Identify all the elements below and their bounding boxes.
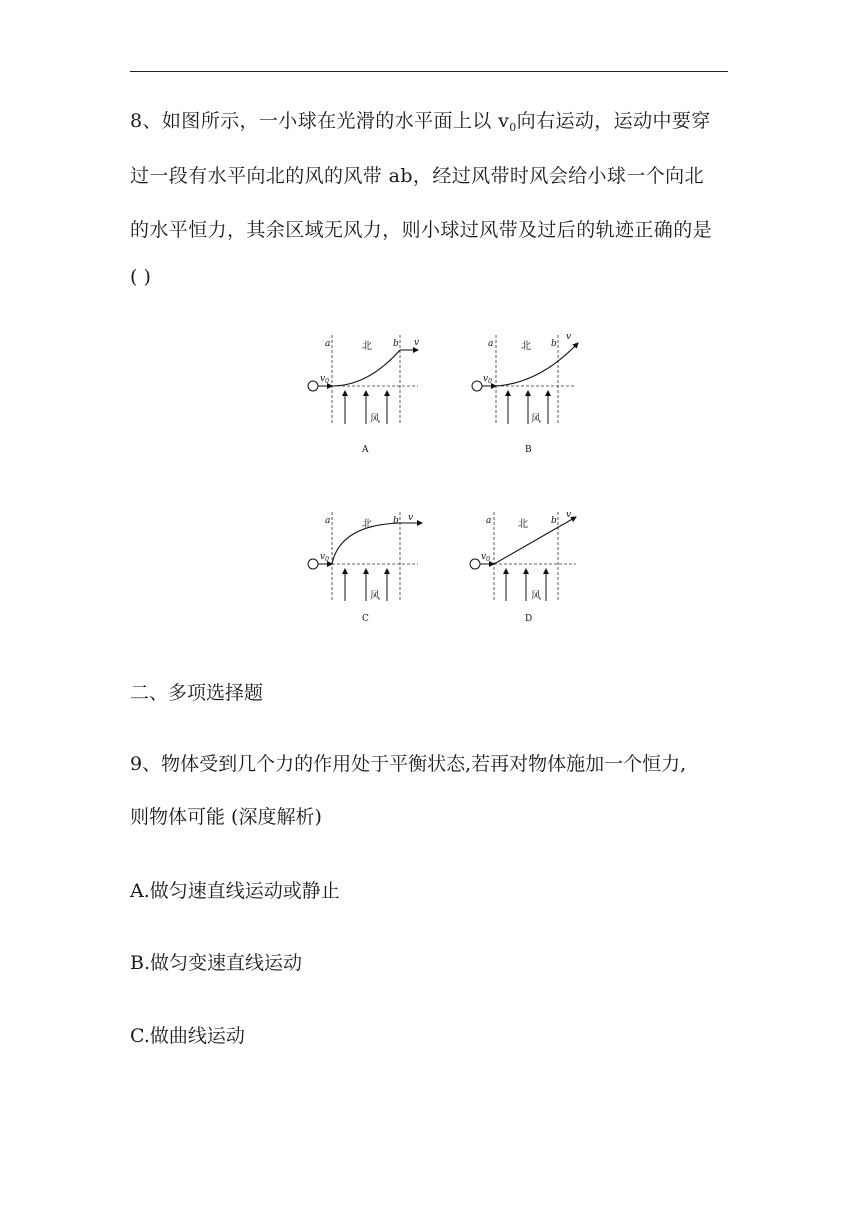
panel-c xyxy=(308,512,422,624)
header-rule xyxy=(130,71,728,72)
question-8-answer-blank: ( ) xyxy=(130,266,151,288)
question-8-line-1: 8、如图所示，一小球在光滑的水平面上以 $v_0$向右运动，运动中要穿 xyxy=(130,110,711,134)
label-north: 北 xyxy=(362,519,372,530)
label-a: a xyxy=(325,339,331,349)
trajectory-options-figure xyxy=(300,325,600,630)
option-caption-a: A xyxy=(362,445,369,455)
label-v0: $v_0$ xyxy=(320,552,329,563)
label-wind: 风 xyxy=(370,414,380,425)
question-9-option-c: C.做曲线运动 xyxy=(130,1025,245,1047)
label-a: a xyxy=(325,516,331,526)
panel-b xyxy=(472,332,578,455)
label-v: v xyxy=(408,513,414,523)
option-caption-d: D xyxy=(525,614,533,624)
label-b: b xyxy=(393,339,399,349)
label-wind: 风 xyxy=(531,414,541,425)
label-b: b xyxy=(551,339,557,349)
option-caption-b: B xyxy=(525,445,532,455)
label-v: v xyxy=(414,338,420,348)
label-b: b xyxy=(551,516,557,526)
label-wind: 风 xyxy=(370,591,380,602)
label-v0: $v_0$ xyxy=(481,552,490,563)
option-caption-c: C xyxy=(362,614,369,624)
section-2-title: 二、多项选择题 xyxy=(130,682,264,704)
label-north: 北 xyxy=(521,341,531,352)
question-9-line-2: 则物体可能 (深度解析) xyxy=(130,806,322,828)
question-8-line-3: 的水平恒力，其余区域无风力，则小球过风带及过后的轨迹正确的是 xyxy=(130,219,713,241)
label-b: b xyxy=(393,516,399,526)
label-north: 北 xyxy=(518,519,528,530)
label-v: v xyxy=(566,510,572,520)
label-a: a xyxy=(486,516,492,526)
question-9-line-1: 9、物体受到几个力的作用处于平衡状态,若再对物体施加一个恒力, xyxy=(130,753,687,775)
question-9-option-b: B.做匀变速直线运动 xyxy=(130,952,303,974)
label-a: a xyxy=(488,339,494,349)
label-wind: 风 xyxy=(531,591,541,602)
panel-d xyxy=(470,510,576,624)
label-v0: $v_0$ xyxy=(483,374,492,385)
question-9-option-a: A.做匀速直线运动或静止 xyxy=(130,880,340,902)
question-8-line-2: 过一段有水平向北的风的风带 ab，经过风带时风会给小球一个向北 xyxy=(130,165,704,187)
label-v0: $v_0$ xyxy=(320,374,329,385)
panel-a xyxy=(308,335,419,455)
label-v: v xyxy=(566,332,572,342)
label-north: 北 xyxy=(362,341,372,352)
